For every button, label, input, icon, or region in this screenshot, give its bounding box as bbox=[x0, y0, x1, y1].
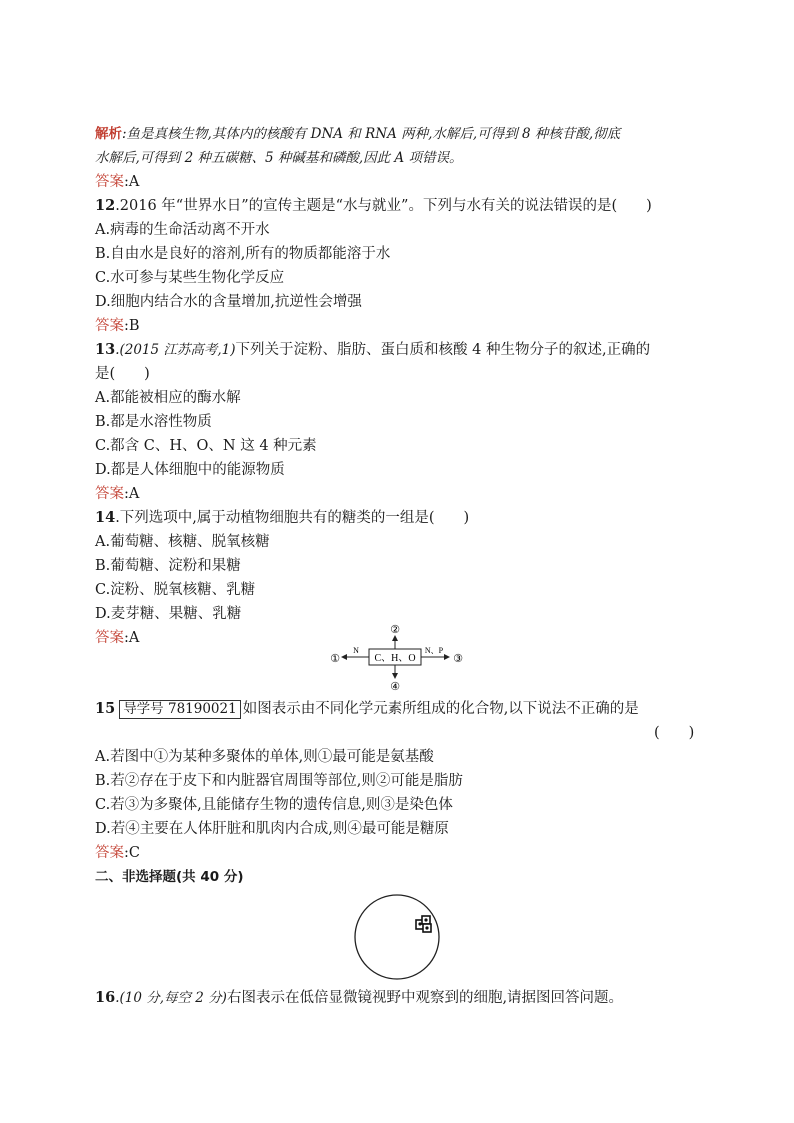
q13-stem-line1: 13.(2015 江苏高考,1)下列关于淀粉、脂肪、蛋白质和核酸 4 种生物分子的叙述,正确的 bbox=[95, 341, 651, 358]
q11-analysis-line2: 水解后,可得到 2 种五碳糖、5 种碱基和磷酸,因此 A 项错误。 bbox=[95, 150, 463, 166]
q15-option-b: B.若②存在于皮下和内脏器官周围等部位,则②可能是脂肪 bbox=[95, 773, 463, 789]
guide-number-box: 导学号 78190021 bbox=[119, 700, 241, 719]
q16-stem: 16.(10 分,每空 2 分)右图表示在低倍显微镜视野中观察到的细胞,请据图回答问题。 bbox=[95, 989, 624, 1006]
q12-answer: 答案:B bbox=[95, 318, 140, 334]
q13-answer: 答案:A bbox=[95, 486, 140, 502]
q15-option-d: D.若④主要在人体肝脏和肌肉内合成,则④最可能是糖原 bbox=[95, 821, 449, 837]
answer-label: 答案 bbox=[95, 174, 124, 190]
cell-cluster bbox=[416, 916, 431, 932]
q15-stem: 15 导学号 78190021 如图表示由不同化学元素所组成的化合物,以下说法不正确的是 bbox=[95, 700, 639, 717]
q14-option-d: D.麦芽糖、果糖、乳糖 bbox=[95, 606, 242, 622]
right-arrow-label: N、P bbox=[424, 646, 444, 655]
microscope-field-figure bbox=[352, 892, 442, 982]
q15-paren: ( ) bbox=[654, 725, 695, 741]
q14-option-a: A.葡萄糖、核糖、脱氧核糖 bbox=[95, 534, 270, 550]
q12-option-b: B.自由水是良好的溶剂,所有的物质都能溶于水 bbox=[95, 246, 391, 262]
q15-option-c: C.若③为多聚体,且能储存生物的遗传信息,则③是染色体 bbox=[95, 797, 453, 813]
q14-answer: 答案:A bbox=[95, 630, 140, 646]
q12-option-d: D.细胞内结合水的含量增加,抗逆性会增强 bbox=[95, 294, 362, 310]
q12-stem: 12.2016 年“世界水日”的宣传主题是“水与就业”。下列与水有关的说法错误的是( ) bbox=[95, 197, 652, 214]
q13-option-a: A.都能被相应的酶水解 bbox=[95, 390, 241, 406]
q11-answer: 答案:A bbox=[95, 174, 140, 190]
section-title: 二、非选择题(共 40 分) bbox=[95, 869, 244, 885]
q13-option-b: B.都是水溶性物质 bbox=[95, 414, 212, 430]
center-label: C、H、O bbox=[374, 653, 416, 664]
q13-option-d: D.都是人体细胞中的能源物质 bbox=[95, 462, 285, 478]
analysis-label: 解析 bbox=[95, 126, 122, 141]
mark-3: ③ bbox=[453, 652, 463, 665]
q14-option-c: C.淀粉、脱氧核糖、乳糖 bbox=[95, 582, 256, 598]
q12-option-a: A.病毒的生命活动离不开水 bbox=[95, 222, 270, 238]
q13-option-c: C.都含 C、H、O、N 这 4 种元素 bbox=[95, 438, 317, 454]
element-diagram bbox=[325, 622, 470, 694]
q11-analysis-line1: 解析:鱼是真核生物,其体内的核酸有 DNA 和 RNA 两种,水解后,可得到 8 种核苷酸,彻底 bbox=[95, 126, 621, 142]
q14-stem: 14.下列选项中,属于动植物细胞共有的糖类的一组是( ) bbox=[95, 509, 470, 526]
mark-2: ② bbox=[390, 623, 400, 636]
q15-option-a: A.若图中①为某种多聚体的单体,则①最可能是氨基酸 bbox=[95, 749, 434, 765]
mark-1: ① bbox=[330, 652, 340, 665]
q13-stem-line2: 是( ) bbox=[95, 366, 150, 382]
left-arrow-label: N bbox=[353, 646, 359, 655]
field-of-view-circle bbox=[355, 895, 439, 979]
q15-answer: 答案:C bbox=[95, 845, 140, 861]
q12-option-c: C.水可参与某些生物化学反应 bbox=[95, 270, 285, 286]
mark-4: ④ bbox=[390, 680, 400, 693]
q14-option-b: B.葡萄糖、淀粉和果糖 bbox=[95, 558, 241, 574]
